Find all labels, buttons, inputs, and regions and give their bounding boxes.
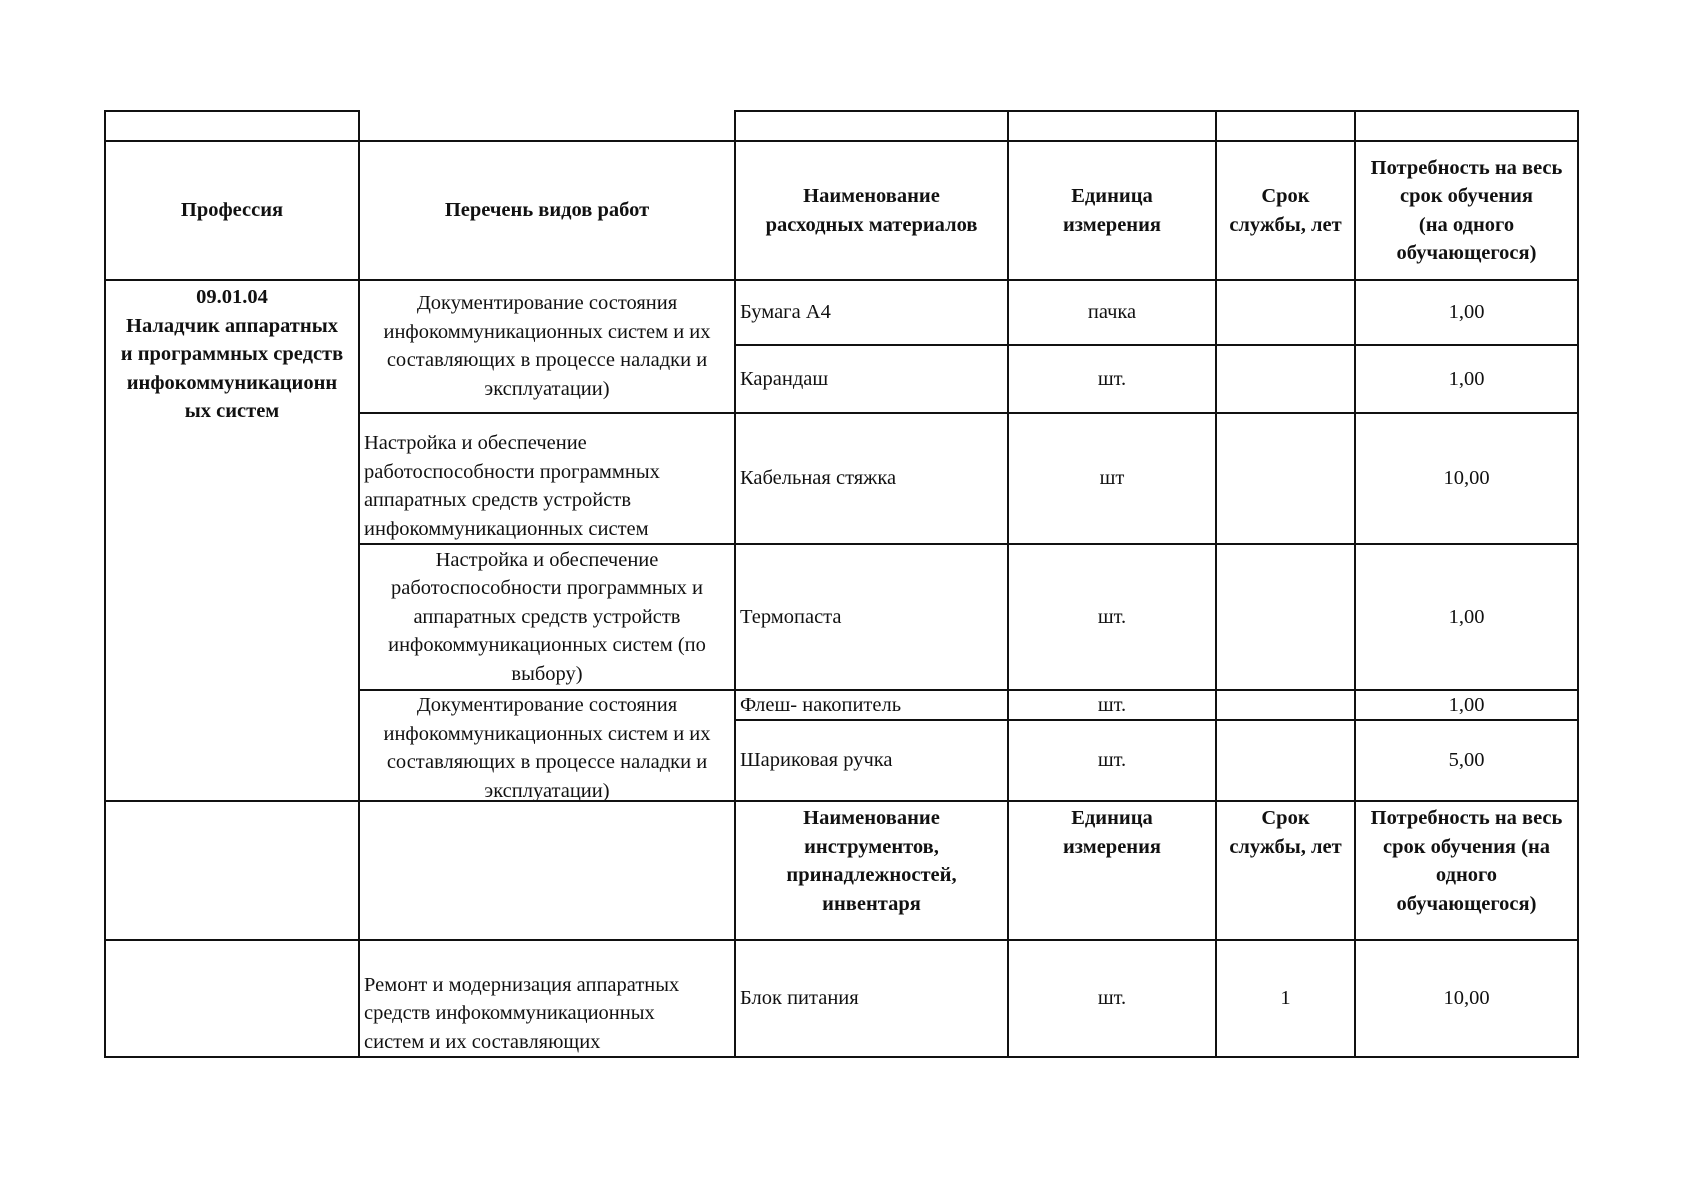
tools-header-name: Наименование инструментов, принадлежностей, инвентаря xyxy=(734,800,1009,941)
material-unit-cell: шт. xyxy=(1007,543,1217,691)
header-materials-name: Наименование расходных материалов xyxy=(734,140,1009,281)
material-need-cell: 5,00 xyxy=(1354,719,1579,802)
tools-header-service-life: Срок службы, лет xyxy=(1215,800,1356,941)
header-work-types: Перечень видов работ xyxy=(358,140,736,281)
material-unit-cell: пачка xyxy=(1007,279,1217,346)
material-name-cell: Кабельная стяжка xyxy=(734,412,1009,545)
work-type-cell: Документирование состояния инфокоммуникационных систем и их составляющих в процессе наладки и эксплуатации) xyxy=(358,689,736,802)
material-name-cell: Флеш- накопитель xyxy=(734,689,1009,721)
material-name-cell: Бумага А4 xyxy=(734,279,1009,346)
tool-unit-cell: шт. xyxy=(1007,939,1217,1058)
material-life-cell xyxy=(1215,543,1356,691)
empty-top-cell-profession xyxy=(104,110,360,142)
material-need-cell: 10,00 xyxy=(1354,412,1579,545)
material-unit-cell: шт xyxy=(1007,412,1217,545)
header-need: Потребность на весь срок обучения (на одного обучающегося) xyxy=(1354,140,1579,281)
material-need-cell: 1,00 xyxy=(1354,279,1579,346)
material-life-cell xyxy=(1215,344,1356,414)
header-profession: Профессия xyxy=(104,140,360,281)
header-service-life: Срок службы, лет xyxy=(1215,140,1356,281)
material-life-cell xyxy=(1215,719,1356,802)
tools-header-need: Потребность на весь срок обучения (на одного обучающегося) xyxy=(1354,800,1579,941)
material-life-cell xyxy=(1215,689,1356,721)
material-need-cell: 1,00 xyxy=(1354,543,1579,691)
profession-cell: 09.01.04 Наладчик аппаратных и программных средств инфокоммуникационн ых систем xyxy=(104,279,360,802)
material-life-cell xyxy=(1215,279,1356,346)
empty-top-cell-life xyxy=(1215,110,1356,142)
work-type-cell: Настройка и обеспечение работоспособности программных и аппаратных средств устройств инфокоммуникационных систем (по выбору) xyxy=(358,543,736,691)
work-type-cell: Документирование состояния инфокоммуникационных систем и их составляющих в процессе наладки и эксплуатации) xyxy=(358,279,736,414)
material-name-cell: Термопаста xyxy=(734,543,1009,691)
work-type-cell: Настройка и обеспечение работоспособности программных аппаратных средств устройств инфокоммуникационных систем xyxy=(358,412,736,545)
empty-top-cell-unit xyxy=(1007,110,1217,142)
tool-profession-cell xyxy=(104,939,360,1058)
material-need-cell: 1,00 xyxy=(1354,344,1579,414)
empty-top-cell-materials xyxy=(734,110,1009,142)
tool-name-cell: Блок питания xyxy=(734,939,1009,1058)
empty-top-cell-need xyxy=(1354,110,1579,142)
material-unit-cell: шт. xyxy=(1007,719,1217,802)
tool-life-cell: 1 xyxy=(1215,939,1356,1058)
header-unit: Единица измерения xyxy=(1007,140,1217,281)
tools-header-empty-work-types xyxy=(358,800,736,941)
tool-work-type-cell: Ремонт и модернизация аппаратных средств инфокоммуникационных систем и их составляющих xyxy=(358,939,736,1058)
material-unit-cell: шт. xyxy=(1007,689,1217,721)
tools-header-empty-profession xyxy=(104,800,360,941)
material-life-cell xyxy=(1215,412,1356,545)
material-unit-cell: шт. xyxy=(1007,344,1217,414)
material-name-cell: Шариковая ручка xyxy=(734,719,1009,802)
material-need-cell: 1,00 xyxy=(1354,689,1579,721)
material-name-cell: Карандаш xyxy=(734,344,1009,414)
tool-need-cell: 10,00 xyxy=(1354,939,1579,1058)
tools-header-unit: Единица измерения xyxy=(1007,800,1217,941)
